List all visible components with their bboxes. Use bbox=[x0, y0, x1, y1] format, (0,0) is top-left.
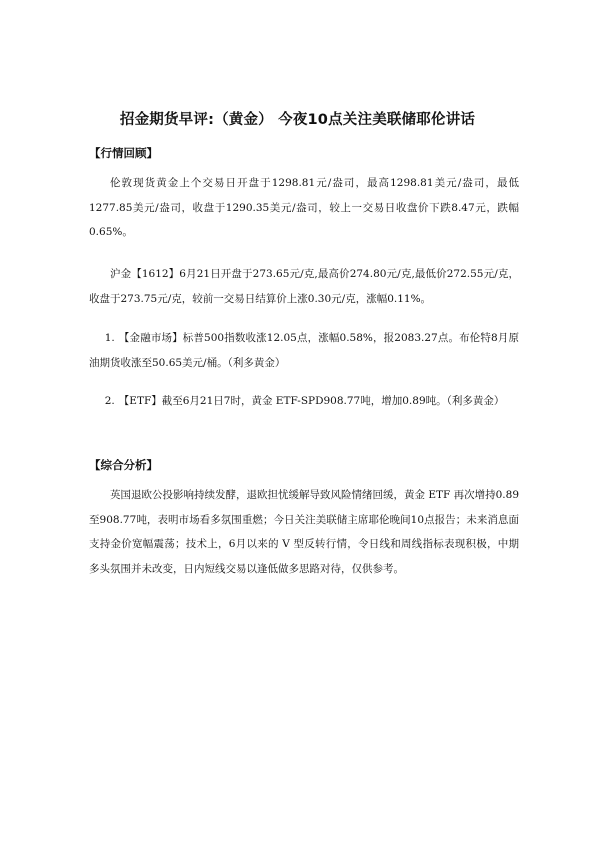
section-heading-analysis: 【综合分析】 bbox=[89, 458, 158, 472]
section-heading-market-review: 【行情回顾】 bbox=[89, 146, 158, 160]
list-item-text: 【金融市场】标普500指数收涨12.05点，涨幅0.58%，报2083.27点。布伦特8月原油期货收涨至50.65美元/桶。（利多黄金） bbox=[89, 332, 519, 369]
paragraph-shanghai-gold: 沪金【1612】6月21日开盘于273.65元/克,最高价274.80元/克,最低价272.55元/克，收盘于273.75元/克，较前一交易日结算价上涨0.30元/克，涨幅0.11%。 bbox=[89, 268, 519, 305]
paragraph-london-gold: 伦敦现货黄金上个交易日开盘于1298.81元/盎司，最高1298.81美元/盎司，最低1277.85美元/盎司，收盘于1290.35美元/盎司，较上一交易日收盘价下跌8.47元，跌幅0.65%。 bbox=[89, 177, 519, 238]
list-item-etf bbox=[89, 389, 519, 414]
list-item-financial-market bbox=[89, 326, 519, 375]
document-title: 招金期货早评:（黄金） 今夜10点关注美联储耶伦讲话 bbox=[119, 112, 476, 128]
list-item-number: 1. bbox=[104, 332, 115, 344]
paragraph-analysis: 英国退欧公投影响持续发酵，退欧担忧缓解导致风险情绪回缓，黄金 ETF 再次增持0.89至908.77吨，表明市场看多氛围重燃；今日关注美联储主席耶伦晚间10点报告；未来消息面支持金价宽幅震荡；技术上，6月以来的 V 型反转行情，令日线和周线指标表现积极，中期多头氛围并未改变，日内短线交易以逢低做多思路对待，仅供参考。 bbox=[89, 489, 520, 575]
list-item-number: 2. bbox=[104, 395, 115, 407]
list-item-text: 【ETF】截至6月21日7时，黄金 ETF-SPD908.77吨，增加0.89吨。（利多黄金） bbox=[118, 395, 505, 407]
